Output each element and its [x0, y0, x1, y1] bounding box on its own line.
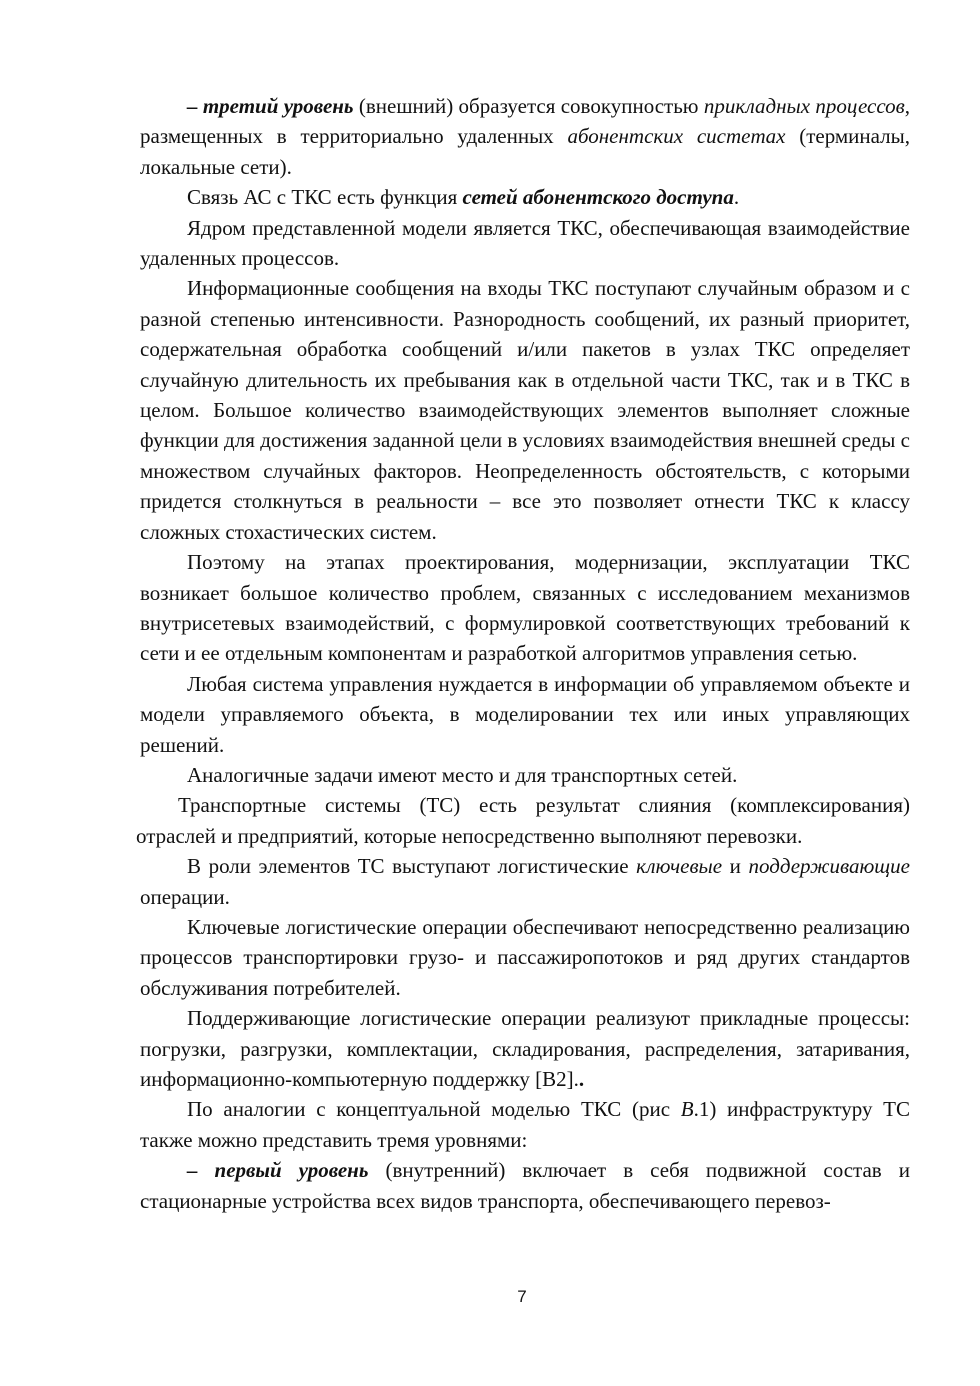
paragraph-analogy: [140, 1094, 910, 1155]
term-third-level: – третий уровень: [187, 94, 354, 118]
paragraph-logistic-elements: [140, 851, 910, 912]
text-span: Связь АС с ТКС есть функция: [187, 185, 463, 210]
paragraph-third-level: [140, 91, 910, 182]
text-span: .: [578, 1067, 585, 1091]
paragraph-access-networks: [140, 182, 910, 212]
text-span: Ядром представленной модели является ТКС, обеспечивающая взаимодействие удаленных процессов.: [140, 215, 910, 271]
text-span: По аналогии с концептуальной моделью ТКС (рис: [187, 1097, 681, 1122]
text-span: , размещенных в территориально удаленных: [140, 94, 910, 149]
text-span: Ключевые логистические операции обеспечивают непосредственно реализацию процессов транспортировки грузо- и пассажиропотоков и ряд других стандартов обслуживания потребителей.: [140, 914, 910, 1000]
paragraph-design-problems: [140, 547, 910, 669]
paragraph-stochastic-systems: [140, 273, 910, 547]
text-span: и: [722, 854, 749, 879]
text-span: Поддерживающие логистические операции реализуют прикладные процессы: погрузки, разгрузки, комплектации, складирования, распределения, затаривания, информационно-компьютерную поддержку [В2].: [140, 1006, 910, 1091]
paragraph-control-system: [140, 669, 910, 760]
page-number: 7: [517, 1287, 527, 1306]
body-text: [136, 91, 910, 1216]
term-applied-processes: прикладных процессов: [703, 94, 905, 118]
term-access-networks: сетей абонентского доступа: [462, 185, 734, 210]
text-span: Информационные сообщения на входы ТКС поступают случайным образом и с разной степенью интенсивности. Разнородность сообщений, их разный приоритет, содержательная обработка сообщений и/или пакетов в узлах ТКС определяет случайную длительность их пребывания как в отдельной части ТКС, так и в ТКС в целом. Большое количество взаимодействующих элементов выполняет сложные функции для достижения заданной цели в условиях взаимодействия внешней среды с множеством случайных факторов. Неопределенность обстоятельств, с которыми придется столкнуться в реальности – все это позволяет отнести ТКС к классу сложных стохастических систем.: [140, 276, 910, 544]
text-span: Транспортные системы (ТС) есть результат слияния (комплексирования) отраслей и предприятий, которые непосредственно выполняют перевозки.: [136, 793, 910, 848]
text-span: операции.: [140, 884, 230, 909]
paragraph-key-operations: [140, 912, 910, 1003]
text-span: (внутренний) включает в себя подвижной состав и стационарные устройства всех видов транспорта, обеспечивающего перевоз-: [140, 1158, 910, 1213]
text-span: Поэтому на этапах проектирования, модернизации, эксплуатации ТКС возникает большое количество проблем, связанных с исследованием механизмов внутрисетевых взаимодействий, с формулировкой соответствующих требований к сети и ее отдельным компонентам и разработкой алгоритмов управления сетью.: [140, 550, 910, 666]
text-span: Аналогичные задачи имеют место и для транспортных сетей.: [187, 762, 738, 787]
paragraph-transport-tasks: [140, 760, 910, 790]
text-span: В роли элементов ТС выступают логистические: [187, 854, 637, 879]
term-supporting: поддерживающие: [748, 854, 910, 879]
paragraph-model-core: [140, 213, 910, 274]
text-span: .1) инфраструктуру ТС также можно представить тремя уровнями:: [140, 1097, 910, 1152]
term-first-level: – первый уровень: [187, 1158, 369, 1183]
term-subscriber-systems: абонентских систеmах: [567, 124, 786, 149]
paragraph-transport-systems: [136, 790, 910, 851]
paragraph-supporting-operations: [140, 1003, 910, 1094]
term-key: ключевые: [636, 854, 723, 879]
paragraph-first-level: [140, 1155, 910, 1216]
text-span: (внешний) образуется совокупностью: [353, 94, 704, 118]
figure-ref: В: [680, 1097, 694, 1122]
text-span: (терминалы, локальные сети).: [140, 124, 910, 179]
text-span: .: [733, 185, 740, 210]
text-span: Любая система управления нуждается в информации об управляемом объекте и модели управляемого объекта, в моделировании тех или иных управляющих решений.: [140, 671, 910, 757]
